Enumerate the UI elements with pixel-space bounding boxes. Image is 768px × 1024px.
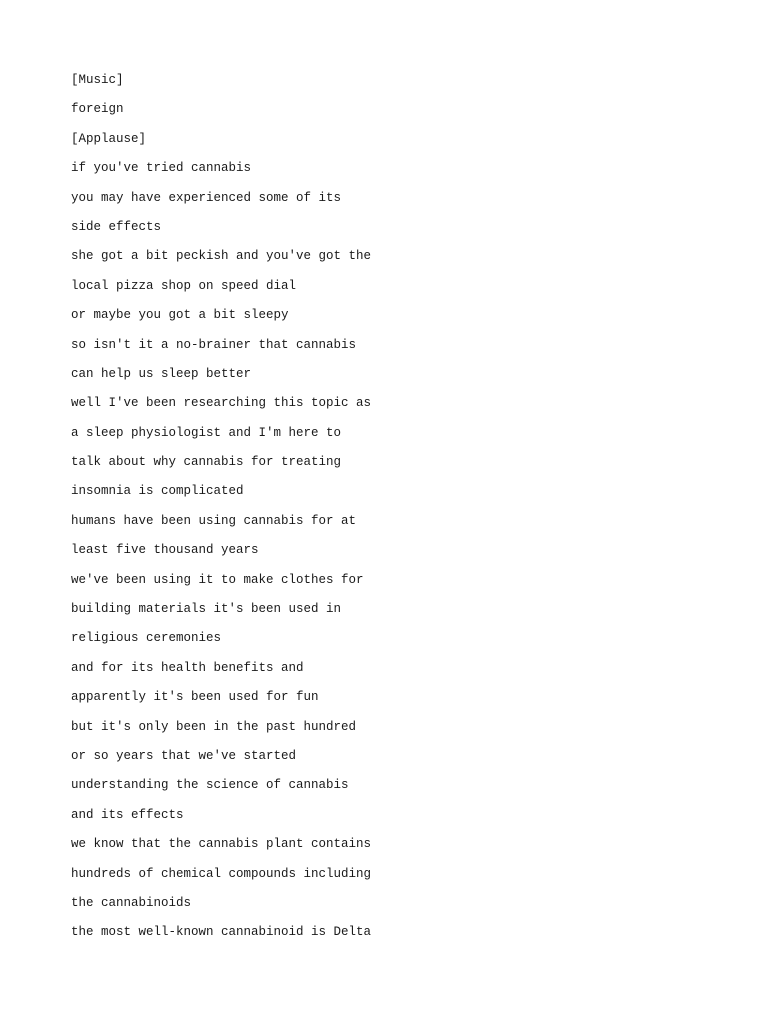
transcript-line: you may have experienced some of its bbox=[71, 190, 342, 205]
transcript-line: [Music] bbox=[71, 73, 124, 87]
transcript-line: apparently it's been used for fun bbox=[71, 690, 319, 705]
transcript-line: insomnia is complicated bbox=[71, 484, 244, 499]
transcript-line: religious ceremonies bbox=[71, 631, 222, 646]
transcript-line: or maybe you got a bit sleepy bbox=[71, 308, 289, 323]
transcript-line: we know that the cannabis plant contains bbox=[71, 837, 372, 852]
transcript-line: side effects bbox=[71, 219, 162, 234]
transcript-line: the most well-known cannabinoid is Delta bbox=[71, 925, 372, 940]
transcript-line: if you've tried cannabis bbox=[71, 161, 252, 176]
transcript-line: hundreds of chemical compounds including bbox=[71, 866, 372, 881]
transcript-line: foreign bbox=[71, 102, 124, 117]
transcript-line: least five thousand years bbox=[71, 543, 259, 558]
transcript-line: talk about why cannabis for treating bbox=[71, 455, 342, 470]
transcript-line: can help us sleep better bbox=[71, 366, 252, 381]
transcript-line: building materials it's been used in bbox=[71, 602, 342, 617]
transcript-line: the cannabinoids bbox=[71, 895, 192, 910]
transcript-line: but it's only been in the past hundred bbox=[71, 719, 357, 734]
transcript-line: [Applause] bbox=[71, 131, 147, 146]
transcript-line: she got a bit peckish and you've got the bbox=[71, 249, 372, 264]
transcript-line: well I've been researching this topic as bbox=[71, 396, 372, 411]
transcript-line: or so years that we've started bbox=[71, 748, 297, 763]
transcript-line: so isn't it a no-brainer that cannabis bbox=[71, 337, 357, 352]
transcript-line: a sleep physiologist and I'm here to bbox=[71, 425, 342, 440]
transcript-line: and its effects bbox=[71, 807, 184, 822]
transcript-line: we've been using it to make clothes for bbox=[71, 572, 364, 587]
transcript-line: understanding the science of cannabis bbox=[71, 778, 349, 793]
transcript-text bbox=[71, 70, 371, 952]
transcript-line: humans have been using cannabis for at bbox=[71, 513, 357, 528]
transcript-line: local pizza shop on speed dial bbox=[71, 278, 297, 293]
transcript-line: and for its health benefits and bbox=[71, 660, 304, 675]
